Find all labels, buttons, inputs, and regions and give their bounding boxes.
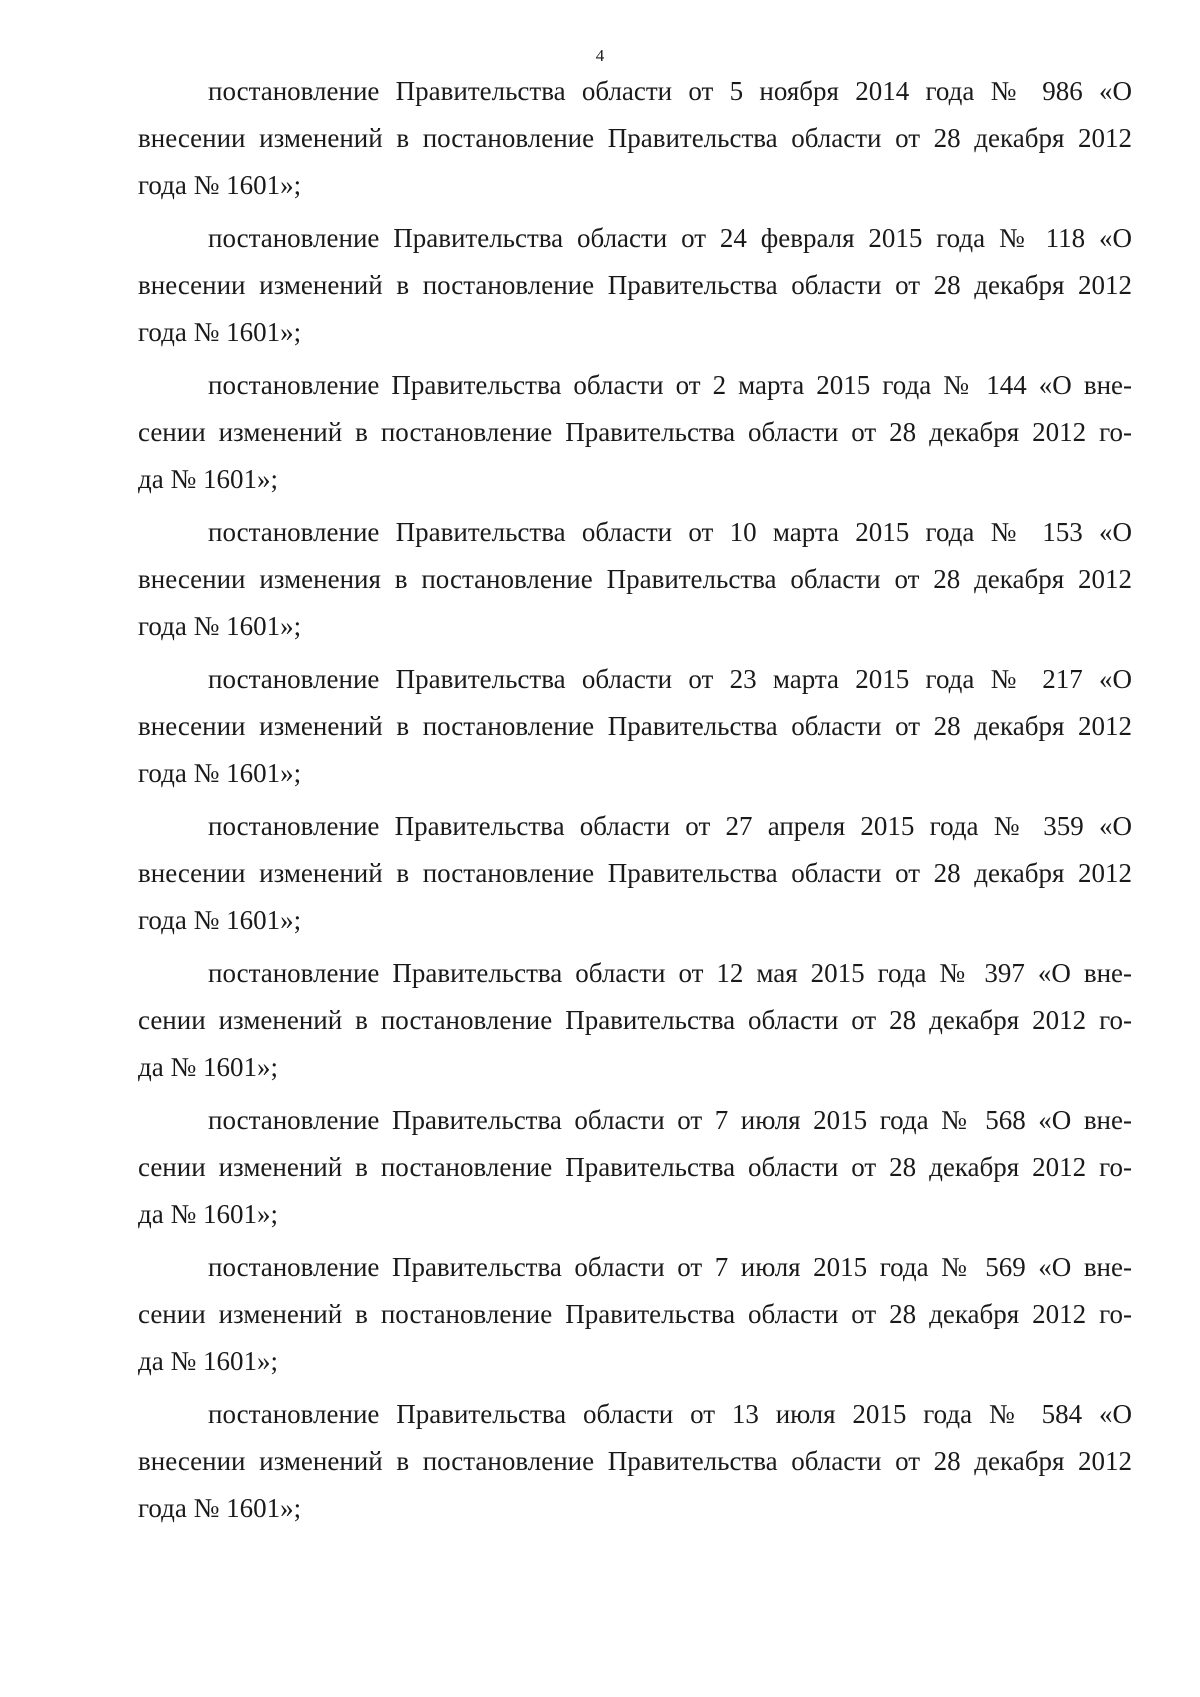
- paragraph-line: года № 1601»;: [138, 170, 302, 200]
- paragraph-line: постановление Правительства области от 5 ноября 2014 года № 986 «О: [208, 76, 1132, 106]
- paragraph-line: года № 1601»;: [138, 317, 302, 347]
- paragraph-line: года № 1601»;: [138, 611, 302, 641]
- paragraph-8: [138, 1099, 1132, 1246]
- paragraph-10: [138, 1393, 1132, 1540]
- paragraph-line: года № 1601»;: [138, 905, 302, 935]
- paragraph-5: [138, 658, 1132, 805]
- paragraph-line: да № 1601»;: [138, 1199, 278, 1229]
- paragraph-line: внесении изменений в постановление Правительства области от 28 декабря 2012: [138, 858, 1132, 888]
- paragraph-line: года № 1601»;: [138, 1493, 302, 1523]
- paragraph-line: сении изменений в постановление Правительства области от 28 декабря 2012 го-: [138, 417, 1132, 447]
- paragraph-line: года № 1601»;: [138, 758, 302, 788]
- paragraph-line: постановление Правительства области от 2 марта 2015 года № 144 «О вне-: [208, 370, 1132, 400]
- paragraph-line: постановление Правительства области от 12 мая 2015 года № 397 «О вне-: [208, 958, 1132, 988]
- paragraph-line: да № 1601»;: [138, 1052, 278, 1082]
- paragraph-line: постановление Правительства области от 7 июля 2015 года № 568 «О вне-: [208, 1105, 1132, 1135]
- paragraph-7: [138, 952, 1132, 1099]
- paragraph-line: внесении изменений в постановление Правительства области от 28 декабря 2012: [138, 123, 1132, 153]
- paragraph-line: внесении изменения в постановление Правительства области от 28 декабря 2012: [138, 564, 1132, 594]
- document-body: [138, 70, 1132, 1540]
- paragraph-line: постановление Правительства области от 23 марта 2015 года № 217 «О: [208, 664, 1132, 694]
- paragraph-line: внесении изменений в постановление Правительства области от 28 декабря 2012: [138, 270, 1132, 300]
- paragraph-3: [138, 364, 1132, 511]
- paragraph-line: сении изменений в постановление Правительства области от 28 декабря 2012 го-: [138, 1005, 1132, 1035]
- paragraph-4: [138, 511, 1132, 658]
- paragraph-line: сении изменений в постановление Правительства области от 28 декабря 2012 го-: [138, 1299, 1132, 1329]
- paragraph-line: да № 1601»;: [138, 1346, 278, 1376]
- paragraph-2: [138, 217, 1132, 364]
- paragraph-line: постановление Правительства области от 7 июля 2015 года № 569 «О вне-: [208, 1252, 1132, 1282]
- page-number: 4: [595, 46, 605, 65]
- paragraph-line: да № 1601»;: [138, 464, 278, 494]
- paragraph-line: постановление Правительства области от 27 апреля 2015 года № 359 «О: [208, 811, 1132, 841]
- paragraph-line: постановление Правительства области от 24 февраля 2015 года № 118 «О: [208, 223, 1132, 253]
- paragraph-line: внесении изменений в постановление Правительства области от 28 декабря 2012: [138, 1446, 1132, 1476]
- paragraph-line: постановление Правительства области от 10 марта 2015 года № 153 «О: [208, 517, 1132, 547]
- paragraph-line: постановление Правительства области от 13 июля 2015 года № 584 «О: [208, 1399, 1132, 1429]
- paragraph-9: [138, 1246, 1132, 1393]
- paragraph-line: сении изменений в постановление Правительства области от 28 декабря 2012 го-: [138, 1152, 1132, 1182]
- paragraph-6: [138, 805, 1132, 952]
- paragraph-line: внесении изменений в постановление Правительства области от 28 декабря 2012: [138, 711, 1132, 741]
- paragraph-1: [138, 70, 1132, 217]
